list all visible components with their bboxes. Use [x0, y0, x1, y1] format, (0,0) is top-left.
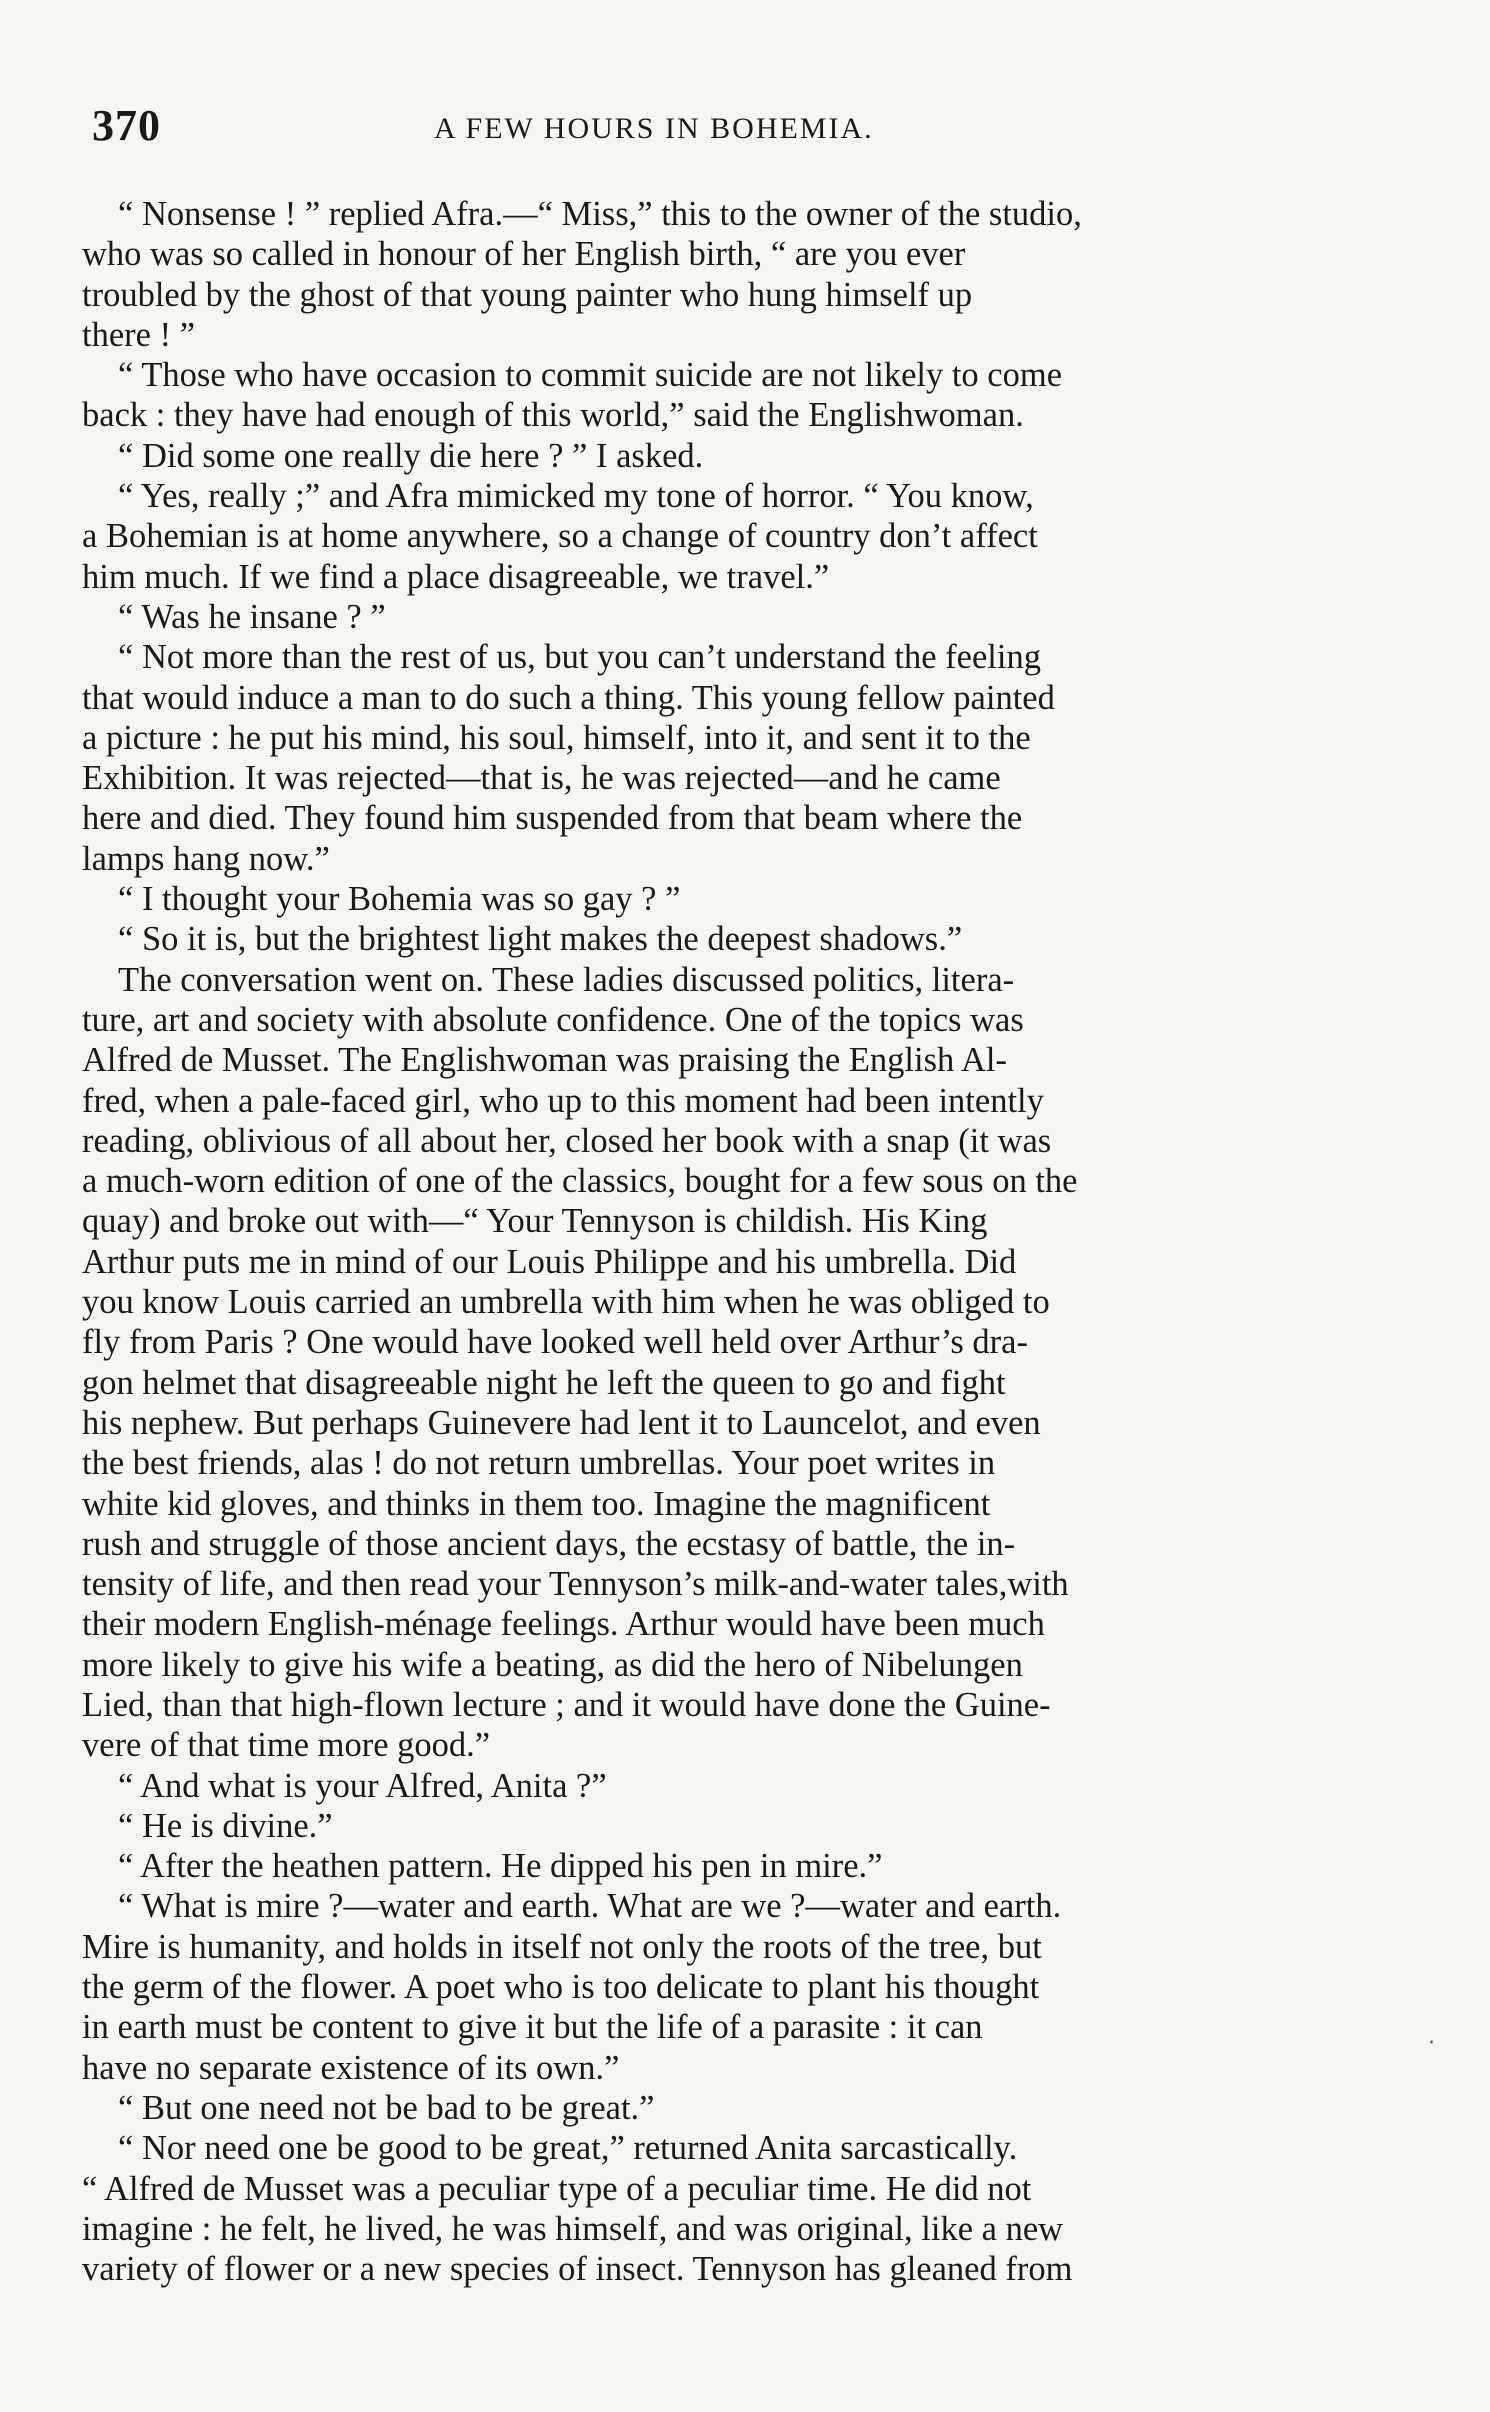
paragraph-insane [82, 597, 1277, 637]
text-line: that would induce a man to do such a thing. This young fellow painted [82, 678, 1055, 717]
text-line: “ Alfred de Musset was a peculiar type of a peculiar time. He did not [82, 2169, 1032, 2208]
paragraph-gay [82, 879, 1277, 919]
paragraph-bad-great [82, 2088, 1277, 2128]
text-line: “ Did some one really die here ? ” I asked. [118, 436, 704, 475]
running-head: A FEW HOURS IN BOHEMIA. [434, 112, 874, 145]
scan-speck: ‧ [1428, 2030, 1435, 2055]
text-line: there ! ” [82, 315, 196, 354]
book-page [70, 100, 1280, 2350]
text-line: “ I thought your Bohemia was so gay ? ” [118, 880, 681, 919]
page-header [70, 100, 1280, 160]
text-line: variety of flower or a new species of insect. Tennyson has gleaned from [82, 2250, 1073, 2289]
paragraph-shadows [82, 919, 1277, 959]
text-line: back : they have had enough of this world,” said the Englishwoman. [82, 396, 1024, 435]
text-line: “ Was he insane ? ” [118, 597, 386, 636]
paragraph-mire [82, 1886, 1277, 2087]
text-line: “ Those who have occasion to commit suicide are not likely to come [118, 356, 1063, 395]
text-line: “ Nor need one be good to be great,” returned Anita sarcastically. [118, 2129, 1018, 2168]
text-line: you know Louis carried an umbrella with him when he was obliged to [82, 1283, 1050, 1322]
text-line: white kid gloves, and thinks in them too. Imagine the magnificent [82, 1484, 991, 1523]
text-line: the germ of the flower. A poet who is too delicate to plant his thought [82, 1968, 1040, 2007]
text-line: “ Nonsense ! ” replied Afra.—“ Miss,” this to the owner of the studio, [118, 195, 1082, 233]
text-line: his nephew. But perhaps Guinevere had lent it to Launcelot, and even [82, 1403, 1041, 1442]
paragraph-nonsense [82, 194, 1277, 355]
text-line: “ What is mire ?—water and earth. What are we ?—water and earth. [118, 1887, 1062, 1926]
text-line: “ But one need not be bad to be great.” [118, 2088, 655, 2127]
text-line: a Bohemian is at home anywhere, so a change of country don’t affect [82, 517, 1038, 556]
paragraph-divine [82, 1806, 1277, 1846]
text-line: troubled by the ghost of that young painter who hung himself up [82, 275, 973, 314]
text-line: vere of that time more good.” [82, 1726, 491, 1765]
text-line: quay) and broke out with—“ Your Tennyson is childish. His King [82, 1202, 988, 1241]
text-line: gon helmet that disagreeable night he left the queen to go and fight [82, 1363, 1006, 1402]
text-line: him much. If we find a place disagreeable, we travel.” [82, 557, 830, 596]
text-line: more likely to give his wife a beating, as did the hero of Nibelungen [82, 1645, 1023, 1684]
text-line: their modern English-ménage feelings. Arthur would have been much [82, 1605, 1045, 1644]
text-line: “ Yes, really ;” and Afra mimicked my tone of horror. “ You know, [118, 477, 1034, 516]
text-line: ture, art and society with absolute confidence. One of the topics was [82, 1000, 1024, 1039]
text-line: Exhibition. It was rejected—that is, he was rejected—and he came [82, 759, 1001, 798]
text-line: Alfred de Musset. The Englishwoman was praising the English Al- [82, 1041, 1007, 1080]
text-line: tensity of life, and then read your Tennyson’s milk-and-water tales,with [82, 1565, 1069, 1604]
text-line: “ He is divine.” [118, 1806, 333, 1845]
paragraph-conversation [82, 960, 1277, 1766]
page-number: 370 [92, 101, 161, 150]
text-line: Lied, than that high-flown lecture ; and it would have done the Guine- [82, 1685, 1051, 1724]
text-line: fred, when a pale-faced girl, who up to this moment had been intently [82, 1081, 1044, 1120]
text-line: imagine : he felt, he lived, he was himself, and was original, like a new [82, 2209, 1064, 2248]
text-line: “ And what is your Alfred, Anita ?” [118, 1766, 607, 1805]
body-text [82, 194, 1277, 2289]
text-line: fly from Paris ? One would have looked well held over Arthur’s dra- [82, 1323, 1028, 1362]
text-line: rush and struggle of those ancient days, the ecstasy of battle, the in- [82, 1524, 1016, 1563]
text-line: in earth must be content to give it but the life of a parasite : it can [82, 2008, 983, 2047]
text-line: “ Not more than the rest of us, but you can’t understand the feeling [118, 638, 1041, 677]
text-line: the best friends, alas ! do not return umbrellas. Your poet writes in [82, 1444, 996, 1483]
paragraph-your-alfred [82, 1766, 1277, 1806]
paragraph-heathen [82, 1846, 1277, 1886]
paragraph-not-more [82, 637, 1277, 879]
text-line: reading, oblivious of all about her, closed her book with a snap (it was [82, 1121, 1052, 1160]
text-line: The conversation went on. These ladies discussed politics, litera- [118, 960, 1015, 999]
text-line: here and died. They found him suspended from that beam where the [82, 799, 1023, 838]
text-line: “ After the heathen pattern. He dipped his pen in mire.” [118, 1847, 883, 1886]
text-line: Arthur puts me in mind of our Louis Philippe and his umbrella. Did [82, 1242, 1017, 1281]
text-line: a much-worn edition of one of the classics, bought for a few sous on the [82, 1162, 1078, 1201]
text-line: a picture : he put his mind, his soul, himself, into it, and sent it to the [82, 718, 1031, 757]
text-line: have no separate existence of its own.” [82, 2048, 620, 2087]
paragraph-yes-really [82, 476, 1277, 597]
text-line: Mire is humanity, and holds in itself not only the roots of the tree, but [82, 1927, 1042, 1966]
paragraph-suicide [82, 355, 1277, 436]
paragraph-die-here [82, 436, 1277, 476]
text-line: lamps hang now.” [82, 839, 330, 878]
paragraph-good-great [82, 2128, 1277, 2289]
text-line: who was so called in honour of her English birth, “ are you ever [82, 235, 966, 274]
text-line: “ So it is, but the brightest light makes the deepest shadows.” [118, 920, 963, 959]
